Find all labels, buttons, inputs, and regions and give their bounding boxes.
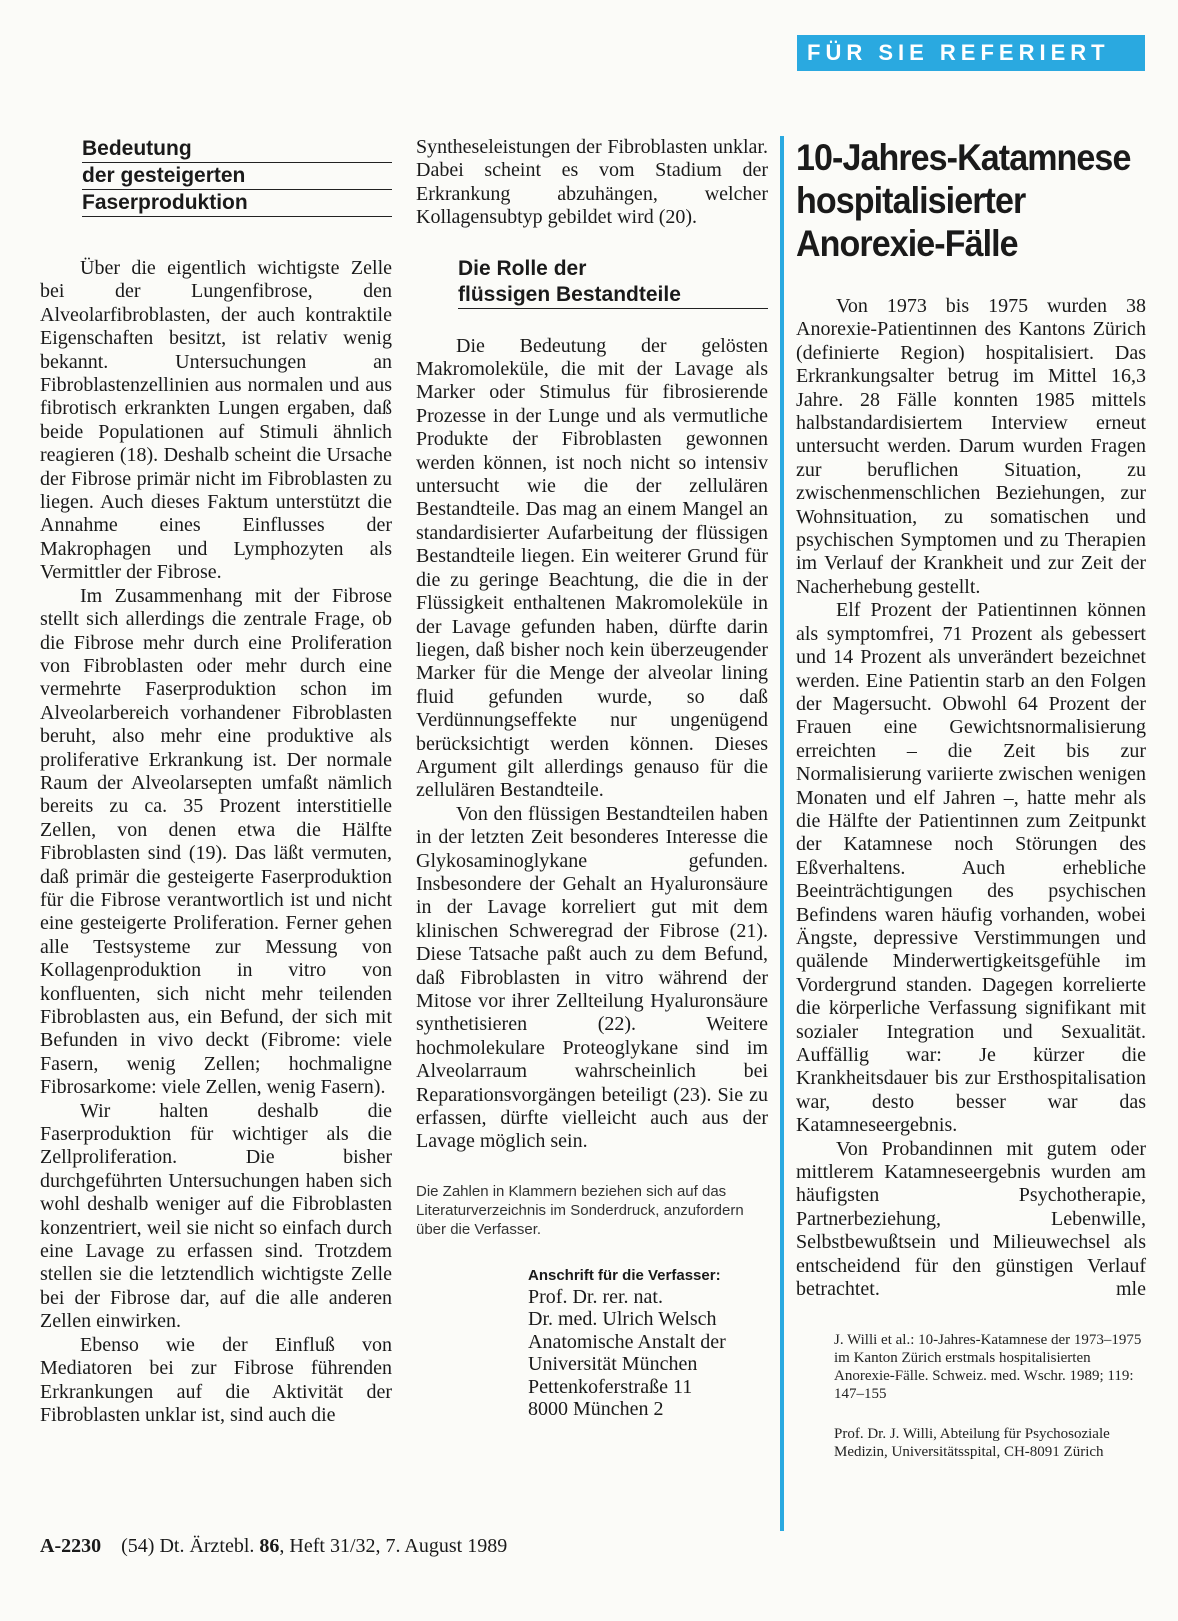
paragraph: Wir halten deshalb die Faserproduktion für wichtiger als die Zellproliferation. Die bisher durchgeführten Untersuchungen haben sich wohl deshalb weniger auf die Fibroblasten konzentriert, weil sie nicht so einfach durch eine Lavage zu erfassen sind. Trotzdem stellen sie die letztendlich wichtigste Zelle bei der Fibrose dar, auf die alle anderen Zellen einwirken. — [40, 1099, 392, 1333]
journal-issue: , Heft 31/32, 7. August 1989 — [279, 1535, 508, 1557]
paragraph: Ebenso wie der Einfluß von Mediatoren bei zur Fibrose führenden Erkrankungen auf die Aktivität der Fibroblasten unklar ist, sind auch die — [40, 1333, 392, 1426]
column-divider-bar — [780, 136, 784, 1531]
heading-faserproduktion — [82, 136, 392, 217]
page-code: A-2230 — [40, 1535, 102, 1557]
paragraph: Im Zusammenhang mit der Fibrose stellt sich allerdings die zentrale Frage, ob die Fibrose mehr durch eine Proliferation von Fibroblasten oder mehr durch eine vermehrte Faserproduktion schon im Alveolarbereich vorhandener Fibroblasten beruht, also mehr eine produktive als proliferative Erkrankung ist. Der normale Raum der Alveolarsepten umfaßt nämlich bereits zu ca. 35 Prozent interstitielle Zellen, von denen etwa die Hälfte Fibroblasten sind (19). Das läßt vermuten, daß primär die gesteigerte Faserproduktion für die Fibrose verantwortlich ist und nicht eine gesteigerte Proliferation. Ferner gehen alle Testsysteme zur Messung von Kollagenproduktion in vitro von konfluenten, sich nicht mehr teilenden Fibroblasten aus, ein Befund, der sich mit Befunden in vivo deckt (Fibrome: viele Fasern, wenig Zellen; hochmaligne Fibrosarkome: viele Zellen, wenig Fasern). — [40, 584, 392, 1099]
address-line: Universität München — [528, 1353, 698, 1376]
address-label: Anschrift für die Verfasser: — [528, 1266, 721, 1284]
column-1 — [40, 136, 392, 1427]
author-signature: mle — [1116, 1278, 1146, 1301]
source-reference: J. Willi et al.: 10-Jahres-Katamnese der 1973–1975 im Kanton Zürich erstmals hospitalisierten Anorexie-Fälle. Schweiz. med. Wschr. 1989; 119: 147–155 — [834, 1332, 1142, 1403]
paragraph — [796, 1138, 1146, 1302]
address-line: Dr. med. Ulrich Welsch — [528, 1308, 717, 1331]
address-line: Prof. Dr. rer. nat. — [528, 1285, 663, 1308]
paragraph: Von 1973 bis 1975 wurden 38 Anorexie-Patientinnen des Kantons Zürich (definierte Region) hospitalisiert. Das Erkrankungsalter betrug im Mittel 16,3 Jahre. 28 Fälle konnten 1985 mittels halbstandardisiertem Interview erneut untersucht werden. Darum wurden Fragen zur beruflichen Situation, zu zwischenmenschlichen Beziehungen, zur Wohnsituation, zu somatischen und psychischen Symptomen und zu Therapien im Verlauf der Krankheit und zur Zeit der Nacherhebung gestellt. — [796, 295, 1146, 598]
section-banner: FÜR SIE REFERIERT — [797, 35, 1145, 71]
address-line: Anatomische Anstalt der — [528, 1330, 726, 1353]
paragraph: Über die eigentlich wichtigste Zelle bei der Lungenfibrose, den Alveolarfibroblasten, der auch kontraktile Eigenschaften besitzt, ist relativ wenig bekannt. Untersuchungen an Fibroblastenzellinien aus normalen und aus fibrotisch erkrankten Lungen ergaben, daß beide Populationen auf Stimuli ähnlich reagieren (18). Deshalb scheint die Ursache der Fibrose primär nicht im Fibroblasten zu liegen. Auch dieses Faktum unterstützt die Annahme eines Einflusses der Makrophagen und Lymphozyten als Vermittler der Fibrose. — [40, 257, 392, 584]
heading-fluessige-bestandteile — [458, 256, 768, 309]
column-2 — [416, 136, 768, 1421]
paragraph: Elf Prozent der Patientinnen können als symptomfrei, 71 Prozent als gebessert und 14 Prozent als unverändert bezeichnet werden. Eine Patientin starb an den Folgen der Magersucht. Obwohl 64 Prozent der Frauen eine Gewichtsnormalisierung erreichten – die Zeit bis zur Normalisierung variierte zwischen wenigen Monaten und elf Jahren –, hatte mehr als die Hälfte der Patientinnen zum Zeitpunkt der Katamnese noch Störungen des Eßverhaltens. Auch erhebliche Beeinträchtigungen des psychischen Befindens waren häufig vorhanden, wobei Ängste, depressive Verstimmungen und quälende Minderwertigkeitsgefühle im Vordergrund standen. Dagegen korrelierte die körperliche Verfassung signifikant mit sozialer Integration und Sexualität. Auffällig war: Je kürzer die Krankheitsdauer bis zur Ersthospitalisation war, desto besser war das Katamneseergebnis. — [796, 599, 1146, 1137]
journal-name: Dt. Ärztebl. — [159, 1535, 255, 1557]
title-line: 10-Jahres-Katamnese — [796, 137, 1131, 178]
source-author-address: Prof. Dr. J. Willi, Abteilung für Psychosoziale Medizin, Universitätsspital, CH-8091 Zürich — [834, 1426, 1110, 1461]
heading-line: flüssigen Bestandteile — [458, 282, 768, 309]
title-line: hospitalisierter — [796, 180, 1026, 221]
column-3 — [796, 136, 1146, 1461]
paragraph-text: Von Probandinnen mit gutem oder mittlerem Katamneseergebnis wurden am häufigsten Psychotherapie, Partnerbeziehung, Lebenwille, Selbstbewußtsein und Milieuwechsel als entscheidend für den günstigen Verlauf betrachtet. — [796, 1137, 1146, 1301]
paragraph-continuation: Syntheseleistungen der Fibroblasten unklar. Dabei scheint es vom Stadium der Erkrankung abzuhängen, welcher Kollagensubtyp gebildet wird (20). — [416, 136, 768, 229]
address-line: 8000 München 2 — [528, 1398, 664, 1421]
page-footer — [40, 1535, 507, 1558]
page-number: (54) — [121, 1535, 155, 1557]
heading-line: Die Rolle der — [458, 256, 587, 280]
heading-line: Faserproduktion — [82, 190, 392, 217]
paragraph: Die Bedeutung der gelösten Makromoleküle, die mit der Lavage als Marker oder Stimulus für fibrosierende Prozesse in der Lunge und als vermutliche Produkte der Fibroblasten gewonnen werden können, ist noch nicht so intensiv untersucht wie die der zellulären Bestandteile. Das mag an einem Mangel an standardisierter Aufarbeitung der flüssigen Bestandteile liegen. Ein weiterer Grund für die zu geringe Beachtung, die die in der Flüssigkeit enthaltenen Makromoleküle in der Lavage gefunden haben, dürfte darin liegen, daß bisher noch kein überzeugender Marker für die Menge der alveolar lining fluid gefunden wurde, so daß Verdünnungseffekte nur ungenügend berücksichtigt werden können. Dieses Argument gilt allerdings genauso für die zellulären Bestandteile. — [416, 334, 768, 802]
heading-line: Bedeutung — [82, 136, 392, 163]
reference-note: Die Zahlen in Klammern beziehen sich auf das Literaturverzeichnis im Sonderdruck, anzufordern über die Verfasser. — [416, 1182, 744, 1238]
journal-volume: 86 — [259, 1535, 280, 1557]
paragraph: Von den flüssigen Bestandteilen haben in der letzten Zeit besonderes Interesse die Glykosaminoglykane gefunden. Insbesondere der Gehalt an Hyaluronsäure in der Lavage korreliert gut mit dem klinischen Schweregrad der Fibrose (21). Diese Tatsache paßt auch zu dem Befund, daß Fibroblasten in vitro während der Mitose vor ihrer Zellteilung Hyaluronsäure synthetisieren (22). Weitere hochmolekulare Proteoglykane sind im Alveolarraum wahrscheinlich bei Reparationsvorgängen beteiligt (23). Sie zu erfassen, dürfte vielleicht auch aus der Lavage möglich sein. — [416, 802, 768, 1153]
author-address — [528, 1286, 768, 1421]
article-title — [796, 136, 1146, 265]
heading-line: der gesteigerten — [82, 163, 392, 190]
title-line: Anorexie-Fälle — [796, 223, 1018, 264]
address-line: Pettenkoferstraße 11 — [528, 1375, 693, 1398]
